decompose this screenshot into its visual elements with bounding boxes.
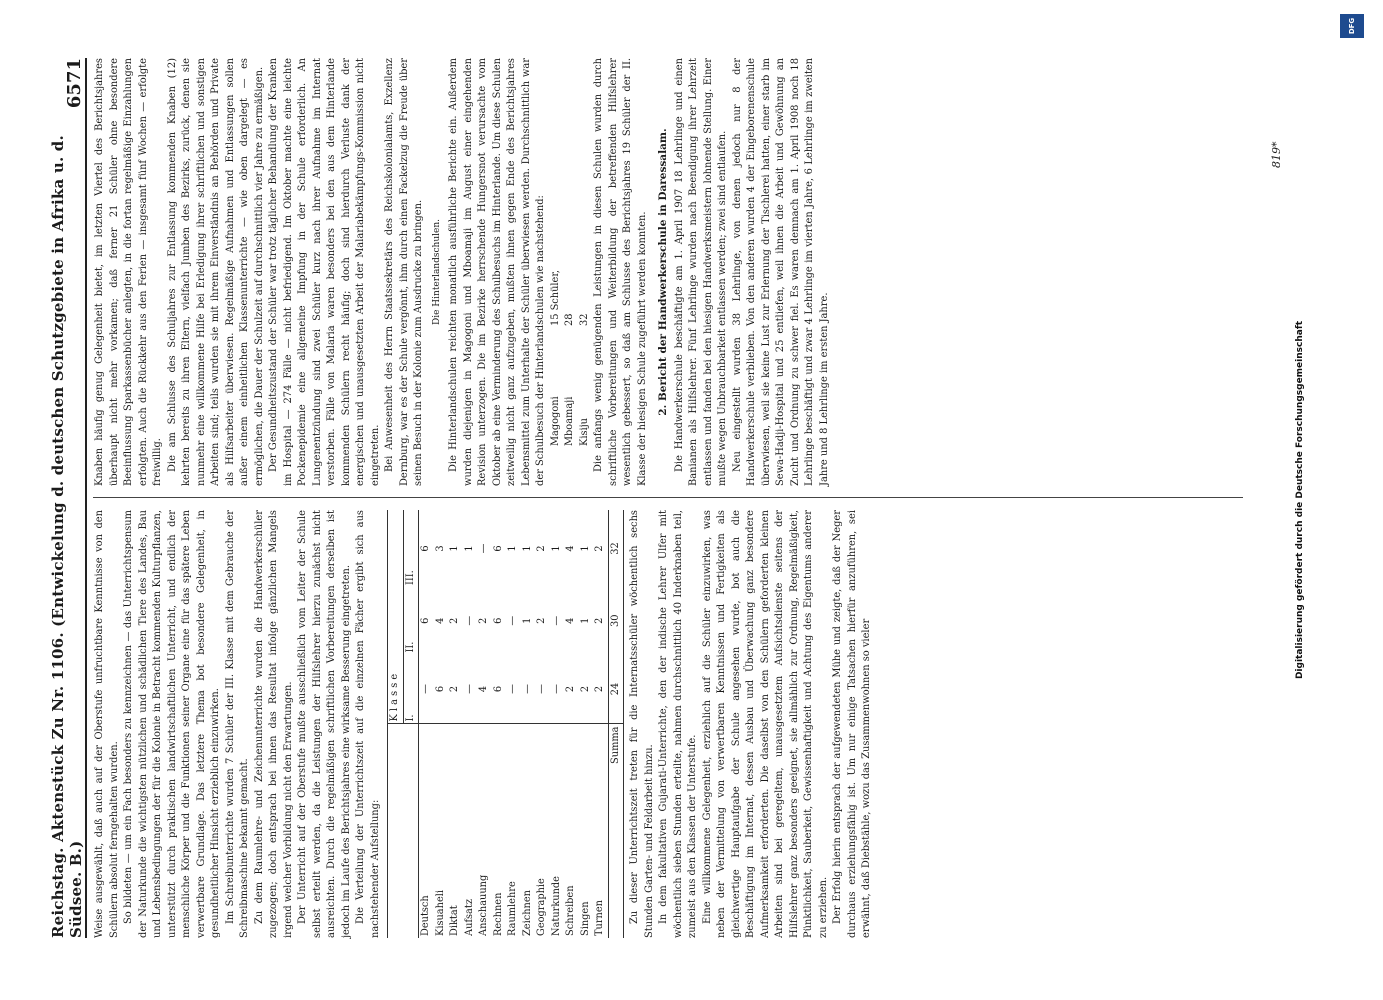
table-row [550, 510, 565, 938]
paragraph: Der Erfolg hierin entsprach der aufgewendeten Mühe und zeigte, daß der Neger durchaus erziehungsfähig ist. Um nur einige Tatsachen hierfür anzuführen, sei erwähnt, daß Diebstähle, wozu das Zusammenwohnen so vieler [832, 510, 872, 938]
subject-cell: Naturkunde [550, 876, 562, 936]
hours-cell: 6 [420, 545, 431, 552]
school-count: 32 [578, 313, 590, 326]
paragraph: Eine willkommene Gelegenheit, erziehlich auf die Schüler einzuwirken, was neben der Vermittelung von verwertbaren Kenntnissen und Fertigkeiten als gleichwertige Hauptaufgabe der Schule angesehen wurde, bot auch die Beschäftigung im Internat, dessen Ausbau und Überwachung ganz besondere Aufmerksamkeit erforderten. Die daselbst von den Schülern geforderten kleinen Arbeiten sind bei geregeltem, unausgesetztem Aufsichtsdienste seitens der Hilfslehrer ganz besonders geeignet, sie allmählich zur Ordnung, Regelmäßigkeit, Pünktlichkeit, Sauberkeit, Gewissenhaftigkeit und Achtung des Eigentums anderer zu erziehen. [701, 510, 829, 938]
paragraph: Im Schreibunterrichte wurden 7 Schüler der III. Klasse mit dem Gebrauche der Schreibmaschine bekannt gemacht. [224, 510, 250, 938]
paragraph: In dem fakultativen Gujarati-Unterrichte, den der indische Lehrer Ulfer mit wöchentlich sieben Stunden erteilte, nahmen durchschnittlich 40 Inderknaben teil, zumeist aus den Klassen der Unterstufe. [658, 510, 698, 938]
page-mark: 819* [1270, 141, 1283, 168]
subject-cell: Kisuaheli [434, 889, 446, 936]
hours-cell: 1 [507, 545, 518, 552]
paragraph: Weise ausgewählt, daß auch auf der Oberstufe unfruchtbare Kenntnisse von den Schülern absolut ferngehalten wurden. [94, 510, 120, 938]
hours-cell: 2 [593, 654, 608, 724]
hours-cell: 2 [448, 654, 463, 724]
subject-cell: Zeichnen [521, 890, 533, 936]
paragraph: Zu dieser Unterrichtszeit treten für die Internatsschüler wöchentlich sechs Stunden Garten- und Feldarbeit hinzu. [629, 510, 655, 938]
paragraph: Die am Schlusse des Schuljahres zur Entlassung kommenden Knaben (12) kehrten bereits zu ihren Eltern, vielfach Jumben des Bezirks, zurück, denen sie nunmehr eine willkommene Hilfe bei Erledigung ihrer schriftlichen und sonstigen Arbeiten sind; teils wurden sie mit ihrem Einverständnis an Behörden und Private als Hilfsarbeiter überwiesen. Regelmäßige Aufnahmen und Entlassungen sollen außer einem einheitlichen Klassenunterrichte — wie oben dargelegt — es ermöglichen, die Dauer der Schulzeit auf durchschnittlich vier Jahre zu ermäßigen. [166, 58, 265, 486]
paragraph: Die Hinterlandschulen reichten monatlich ausführliche Berichte ein. Außerdem wurden diejenigen in Magogoni und Mboamaji im August einer eingehenden Revision unterzogen. Die im Bezirke herrschende Hungersnot verursachte vom Oktober ab eine Verminderung des Schulbesuchs im Hinterlande. Um diese Schulen zeitweilig nicht ganz aufzugeben, mußten ihnen gegen Ende des Berichtsjahres Lebensmittel zum Unterhalte der Schüler überwiesen werden. Durchschnittlich war der Schulbesuch der Hinterlandschulen wie nachstehend: [448, 58, 546, 486]
school-name: Magogoni [549, 396, 561, 446]
subject-cell: Diktat [449, 905, 460, 936]
column-divider [93, 497, 1243, 498]
sum-cell: 32 [608, 510, 624, 587]
page-number: 6571 [64, 58, 85, 109]
sum-cell: 30 [608, 587, 624, 654]
hours-cell: 6 [434, 654, 449, 724]
paragraph: So bildeten — um ein Fach besonders zu kennzeichnen — das Unterrichtspensum der Naturkunde die wichtigsten nützlichen und schädlichen Tiere des Landes, Bau und Lebensbedingungen der für die Kolonie in Betracht kommenden Kulturpflanzen, unterstützt durch praktischen landwirtschaftlichen Unterricht, und endlich der menschliche Körper und die Funktionen seiner Organe eine für das spätere Leben verwertbare Grundlage. Das letztere Thema bot besondere Gelegenheit, in gesundheitlicher Hinsicht erzieblich einzuwirken. [123, 510, 221, 938]
hours-cell: 1 [521, 545, 533, 552]
school-attendance-list [549, 58, 593, 486]
hours-cell: — [463, 654, 478, 724]
document-scan [49, 58, 1305, 938]
table-row [579, 510, 594, 938]
hours-cell: 1 [579, 617, 591, 624]
hours-cell: 2 [536, 617, 547, 624]
hours-cell: 2 [536, 545, 547, 552]
hours-cell: 2 [449, 617, 460, 624]
subject-cell: Aufsatz [463, 899, 475, 936]
digitization-credit: Digitalisierung gefördert durch die Deutsche Forschungsgemeinschaft [1295, 320, 1305, 680]
col-header: I. [403, 654, 419, 724]
dfg-logo: DFG [1340, 14, 1364, 38]
paragraph: Die Handwerkerschule beschäftigte am 1. April 1907 18 Lehrlinge und einen Banianen als Hilfslehrer. Fünf Lehrlinge wurden nach Beendigung ihrer Lehrzeit entlassen und fanden bei den hiesigen Handwerksmeistern lohnende Stellung. Einer mußte wegen Unbrauchbarkeit entlassen werden; zwei sind entlaufen. [673, 58, 728, 486]
hours-cell: 2 [564, 654, 579, 724]
paragraph: Zu dem Raumlehre- und Zeichenunterrichte wurden die Handwerkerschüler zugezogen; doch entsprach bei ihnen das Resultat infolge gänzlichen Mangels irgend welcher Vorbildung nicht den Erwartungen. [253, 510, 294, 938]
hours-cell: 4 [565, 545, 576, 552]
hours-cell: 2 [579, 654, 594, 724]
table-row [477, 510, 492, 938]
table-row [521, 510, 536, 938]
hours-cell: 2 [478, 617, 489, 624]
hours-cell: — [535, 654, 550, 724]
col-header: III. [403, 510, 419, 587]
hours-cell: — [419, 654, 434, 724]
paragraph: Neu eingestellt wurden 38 Lehrlinge, von denen jedoch nur 8 der Handwerkerschule verblieben. Von den anderen wurden 4 der Eingeborenenschule überwiesen, weil sie keine Lust zur Erlernung der Tischlerei hatten, einer starb im Sewa-Hadji-Hospital und 25 entliefen, weil ihnen die Arbeit und Gewöhnung an Zucht und Ordnung zu schwer fiel. Es waren demnach am 1. April 1908 noch 18 Lehrlinge beschäftigt und zwar 4 Lehrlinge im vierten Jahre, 6 Lehrlinge im zweiten Jahre und 8 Lehrlinge im ersten Jahre. [731, 58, 830, 486]
hours-cell: 4 [434, 617, 446, 624]
header-title: Reichstag. Aktenstück Zu Nr. 1106. (Entwickelung d. deutschen Schutzgebiete in Afrika u. d. Südsee. B.) [49, 135, 85, 938]
paragraph: Der Unterricht auf der Oberstufe mußte ausschließlich vom Leiter der Schule selbst erteilt werden, da die Leistungen der Hilfslehrer hierzu zunächst nicht ausreichten. Durch die regelmäßigen schriftlichen Vorbereitungen derselben ist jedoch im Laufe des Berichtsjahres eine wirksame Besserung eingetreten. [297, 510, 352, 938]
hours-cell: 4 [477, 654, 492, 724]
hours-cell: 6 [492, 545, 504, 552]
paragraph: Die anfangs wenig genügenden Leistungen in diesen Schulen wurden durch schriftliche Vorbereitungen und Weiterbildung der betreffenden Hilfslehrer wesentlich gebessert, so daß am Schlusse des Berichtsjahres 19 Schüler der II. Klasse der hiesigen Schule zugeführt werden konnten. [593, 58, 648, 486]
subject-cell: Rechnen [492, 892, 504, 936]
table-row [448, 510, 463, 938]
hours-cell: 1 [521, 617, 533, 624]
table-row [535, 510, 550, 938]
lesson-hours-table [387, 510, 624, 938]
table-row [463, 510, 478, 938]
table-row [419, 510, 434, 938]
school-name: Mboamaji [564, 396, 575, 446]
paragraph: Der Gesundheitszustand der Schüler war trotz täglicher Behandlung der Kranken im Hospital — 274 Fälle — nicht befriedigend. Im Oktober machte eine leichte Pockenepidemie eine allgemeine Impfung in der Schule erforderlich. An Lungenentzündung sind zwei Schüler kurz nach ihrer Aufnahme im Internat verstorben. Fälle von Malaria waren besonders bei den aus dem Hinterlande kommenden Schülern recht häufig; doch sind hierdurch Verluste dank der energischen und unausgesetzten Arbeit der Malariabekämpfungs-Kommission nicht eingetreten. [268, 58, 381, 486]
left-column [93, 510, 875, 938]
hours-cell: 1 [579, 545, 591, 552]
hours-cell: 6 [420, 617, 431, 624]
list-item [563, 58, 578, 446]
hours-cell: — [550, 615, 562, 626]
subject-cell: Geographie [536, 878, 547, 936]
hours-cell: 6 [492, 654, 507, 724]
sum-cell: 24 [608, 654, 624, 724]
sum-row [608, 510, 624, 938]
subject-cell: Singen [579, 901, 591, 936]
subject-cell: Anschauung [478, 874, 489, 936]
table-row [593, 510, 608, 938]
subject-cell: Schreiben [565, 885, 576, 936]
table-row [506, 510, 521, 938]
school-count: 15 Schüler, [549, 269, 561, 326]
klasse-header: K l a s s e [388, 510, 404, 724]
section-heading: 2. Bericht der Handwerkerschule in Daressalam. [657, 128, 669, 416]
paragraph: Die Verteilung der Unterrichtszeit auf die einzelnen Fächer ergibt sich aus nachstehender Aufstellung: [355, 510, 381, 938]
school-name: Kisiju [578, 418, 590, 446]
hours-cell: 1 [550, 545, 562, 552]
hours-cell: — [478, 543, 489, 554]
hours-cell: 2 [594, 617, 605, 624]
right-column [93, 58, 832, 486]
list-item [578, 58, 593, 446]
paragraph: Bei Anwesenheit des Herrn Staatssekretärs des Reichskolonialamts, Exzellenz Dernburg, war es der Schule vergönnt, ihm durch einen Fackelzug die Freude über seinen Besuch in der Kolonie zum Ausdrucke zu bringen. [384, 58, 424, 486]
table-row [434, 510, 449, 938]
hours-cell: — [463, 615, 475, 626]
hours-cell: — [550, 654, 565, 724]
hours-cell: 2 [594, 545, 605, 552]
hours-cell: — [521, 654, 536, 724]
school-count: 28 [564, 313, 575, 326]
hours-cell: — [507, 615, 518, 626]
subject-cell: Turnen [594, 900, 605, 936]
sum-label: Summa [608, 724, 624, 938]
page-header [49, 58, 87, 938]
table-row [564, 510, 579, 938]
col-header: II. [403, 587, 419, 654]
hours-cell: 1 [449, 545, 460, 552]
paragraph: Knaben häufig genug Gelegenheit bietet, im letzten Viertel des Berichtsjahres überhaupt nicht mehr vorkamen; daß ferner 21 Schüler ohne besondere Beeinflussung Sparkassenbücher anlegten, in die fortan regelmäßige Einzahlungen erfolgten. Auch die Rückkehr aus den Ferien — insgesamt fünf Wochen — erfolgte freiwillig. [94, 58, 163, 486]
list-item [549, 58, 564, 446]
subject-cell: Deutsch [420, 895, 431, 936]
table-row [492, 510, 507, 938]
subheading: Die Hinterlandschulen. [431, 219, 442, 325]
hours-cell: 1 [463, 545, 475, 552]
hours-cell: — [506, 654, 521, 724]
hours-cell: 3 [434, 545, 446, 552]
subject-cell: Raumlehre [507, 881, 518, 936]
hours-cell: 6 [492, 617, 504, 624]
hours-cell: 4 [565, 617, 576, 624]
